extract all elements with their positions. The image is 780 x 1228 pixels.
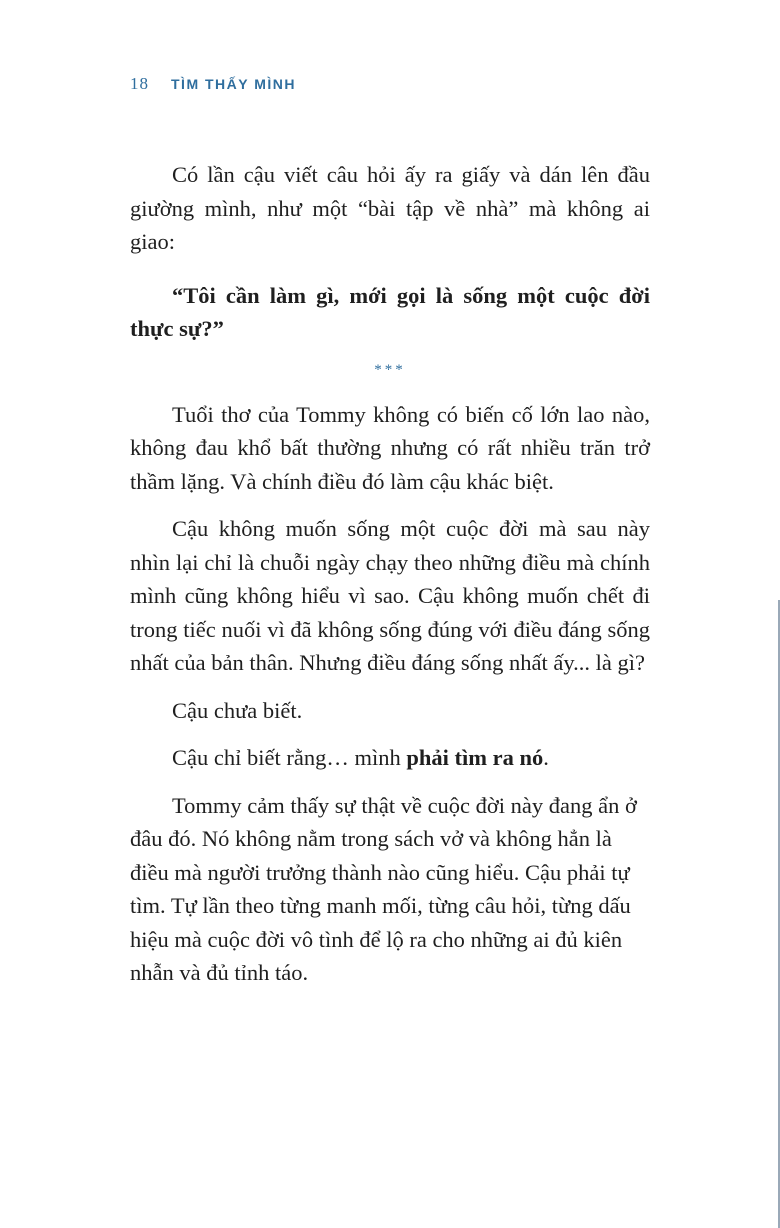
paragraph-5-text: Cậu chỉ biết rằng… mình bbox=[172, 745, 407, 770]
paragraph-5-emphasis: phải tìm ra nó bbox=[406, 745, 544, 770]
section-separator: *** bbox=[374, 361, 406, 378]
paragraph-2: Tuổi thơ của Tommy không có biến cố lớn lao nào, không đau khổ bất thường nhưng có rất nhiều trăn trở thầm lặng. Và chính điều đó làm cậu khác biệt. bbox=[130, 401, 650, 494]
running-title: TÌM THẤY MÌNH bbox=[171, 76, 297, 92]
quote-paragraph: “Tôi cần làm gì, mới gọi là sống một cuộc đời thực sự?” bbox=[130, 282, 650, 341]
page-number: 18 bbox=[130, 74, 149, 93]
paragraph-1: Có lần cậu viết câu hỏi ấy ra giấy và dán lên đầu giường mình, như một “bài tập về nhà” mà không ai giao: bbox=[130, 162, 650, 254]
paragraph-5 bbox=[130, 741, 650, 775]
paragraph-5-end: . bbox=[543, 745, 549, 770]
paragraph-4: Cậu chưa biết. bbox=[172, 697, 303, 723]
paragraph-3: Cậu không muốn sống một cuộc đời mà sau này nhìn lại chỉ là chuỗi ngày chạy theo những điều mà chính mình cũng không hiểu vì sao. Cậu không muốn chết đi trong tiếc nuối vì đã không sống đúng với điều đáng sống nhất của bản thân. Nhưng điều đáng sống nhất ấy... là gì? bbox=[130, 516, 650, 675]
body-text bbox=[130, 158, 650, 1004]
paragraph-6: Tommy cảm thấy sự thật về cuộc đời này đang ẩn ở đâu đó. Nó không nằm trong sách vở và không hẳn là điều mà người trưởng thành nào cũng hiểu. Cậu phải tự tìm. Tự lần theo từng manh mối, từng câu hỏi, từng dấu hiệu mà cuộc đời vô tình để lộ ra cho những ai đủ kiên nhẫn và đủ tỉnh táo. bbox=[130, 792, 637, 985]
running-header bbox=[130, 74, 296, 94]
